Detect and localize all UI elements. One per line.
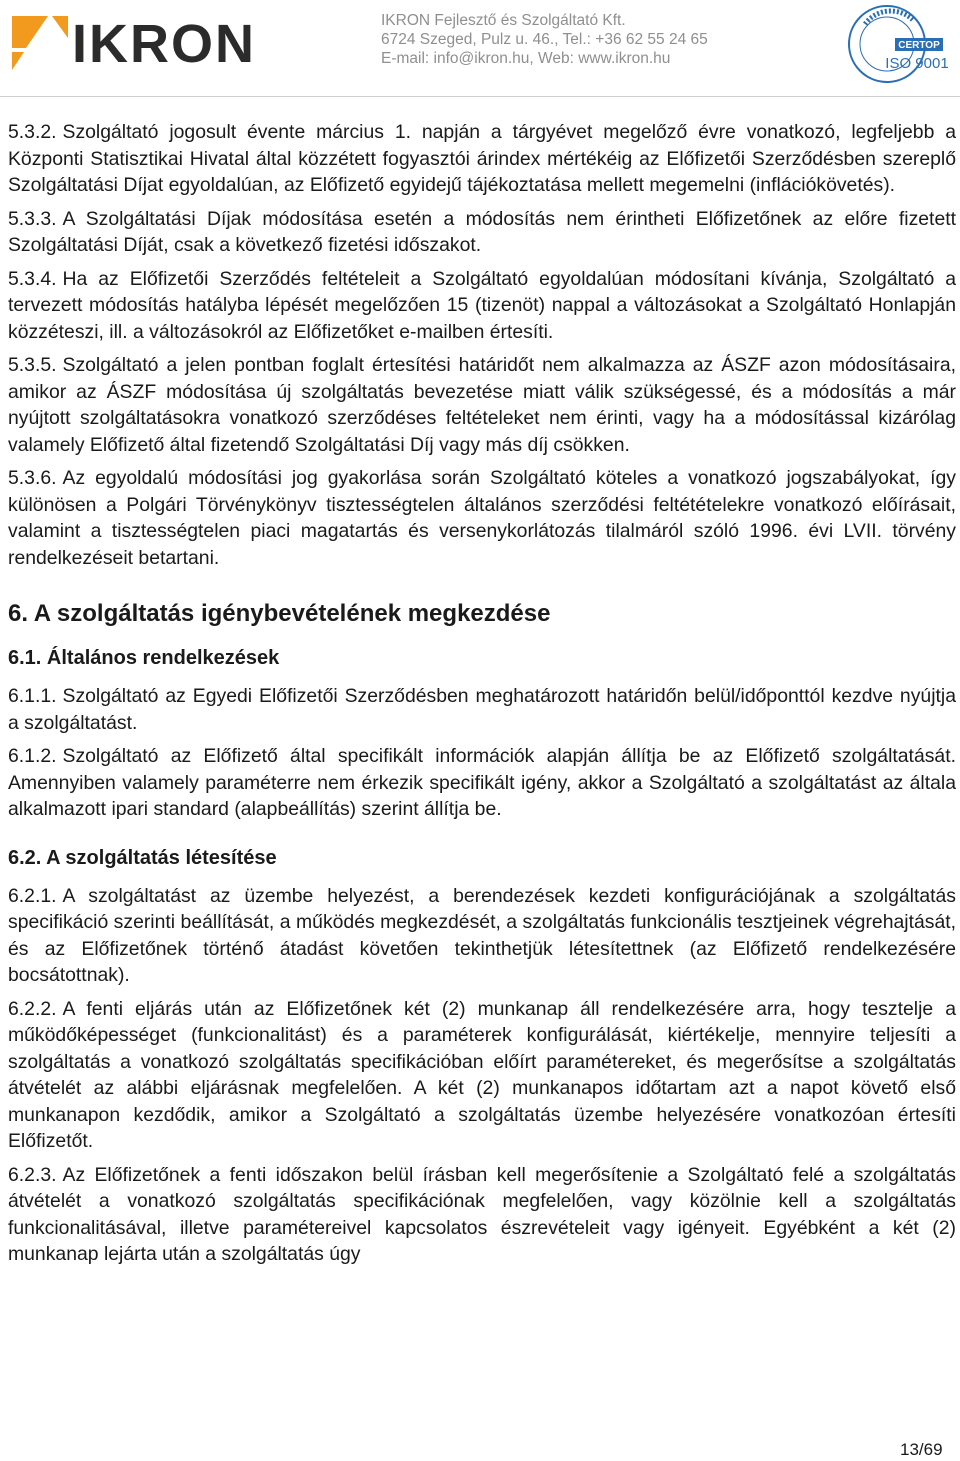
- paragraph-text: A fenti eljárás után az Előfizetőnek két (2) munkanap áll rendelkezésére arra, hogy tesztelje a működőképességet (funkcionalitást) és a paraméterek konfigurálását, kiértékelje, mennyire teljesíti a szolgáltatás a vonatkozó szolgáltatás specifikációban előírt paramétereket, és megerősítse a szolgáltatás átvételét az alábbi eljárásnak megfelelően. A két (2) munkanapos időtartam azt a napot követő első munkanapon kezdődik, amikor a Szolgáltató a szolgáltatás üzembe helyezésére vonatkozóan értesíti Előfizetőt.: [8, 997, 956, 1152]
- paragraph-6-2-3: [8, 1162, 956, 1268]
- paragraph-number: 5.3.5.: [8, 354, 57, 376]
- paragraph-number: 6.1.2.: [8, 745, 57, 767]
- paragraph-number: 5.3.4.: [8, 267, 57, 290]
- company-name: IKRON Fejlesztő és Szolgáltató Kft.: [381, 12, 626, 29]
- logo-wordmark: IKRON: [72, 14, 256, 74]
- paragraph-6-1-1: [8, 683, 956, 736]
- paragraph-text: Szolgáltató a jelen pontban foglalt értesítési határidőt nem alkalmazza az ÁSZF azon módosításaira, amikor az ÁSZF módosítása új szolgáltatás bevezetése miatt válik szükségessé, és a módosítás a már nyújtott szolgáltatásokra vonatkozó szerződéses feltételeket nem érinti, vagy ha a módosítással kizárólag valamely Előfizető által fizetendő Szolgáltatási Díj vagy más díj csökken.: [8, 354, 956, 456]
- section-6-2-heading: 6.2. A szolgáltatás létesítése: [8, 846, 277, 869]
- paragraph-number: 6.2.3.: [8, 1163, 57, 1186]
- paragraph-5-3-3: [8, 206, 956, 259]
- paragraph-6-2-1: [8, 883, 956, 989]
- paragraph-5-3-6: [8, 465, 956, 571]
- paragraph-number: 6.2.1.: [8, 884, 57, 907]
- paragraph-text: Az egyoldalú módosítási jog gyakorlása során Szolgáltató köteles a vonatkozó jogszabályokat, így különösen a Polgári Törvénykönyv tisztességtelen általános szerződési feltétételekre vonatkozó előírásait, valamint a tisztességtelen piaci magatartás és versenykorlátozás tilalmáról szóló 1996. évi LVII. törvény rendelkezéseit betartani.: [8, 467, 956, 569]
- paragraph-6-2-2: [8, 996, 956, 1155]
- paragraph-5-3-4: [8, 266, 956, 346]
- paragraph-5-3-2: [8, 119, 956, 199]
- paragraph-text: A Szolgáltatási Díjak módosítása esetén a módosítás nem érintheti Előfizetőnek az előre fizetett Szolgáltatási Díját, csak a következő fizetési időszakot.: [8, 207, 956, 256]
- paragraph-number: 5.3.2.: [8, 121, 57, 143]
- paragraph-text: Ha az Előfizetői Szerződés feltételeit a Szolgáltató egyoldalúan módosítani kívánja, Szolgáltató a tervezett módosítás hatályba lépését megelőzően 15 (tizenöt) nappal a változásokat a Szolgáltató Honlapján közzéteszi, ill. a változásokról az Előfizetőket e-mailben értesíti.: [8, 267, 956, 343]
- paragraph-text: Szolgáltató jogosult évente március 1. napján a tárgyévet megelőző évre vonatkozó, legfeljebb a Központi Statisztikai Hivatal által közzétett fogyasztói árindex mértékéig az Előfizetői Szerződésben szereplő Szolgáltatási Díjat egyoldalúan, az Előfizető egyidejű tájékoztatása mellett megemelni (inflációkövetés).: [8, 121, 956, 196]
- paragraph-text: Szolgáltató az Egyedi Előfizetői Szerződésben meghatározott határidőn belül/időponttól kezdve nyújtja a szolgáltatást.: [8, 685, 956, 734]
- document-body: [8, 119, 956, 1275]
- page-header: [0, 0, 960, 96]
- paragraph-number: 6.1.1.: [8, 685, 57, 707]
- paragraph-number: 6.2.2.: [8, 997, 57, 1020]
- paragraph-text: Szolgáltató az Előfizető által specifikált információk alapján állítja be az Előfizető szolgáltatását. Amennyiben valamely paraméterre nem érkezik specifikált igény, akkor a Szolgáltató a szolgáltatást az általa alkalmazott ipari standard (alapbeállítás) szerint állítja be.: [8, 745, 956, 820]
- paragraph-number: 5.3.3.: [8, 207, 57, 230]
- paragraph-number: 5.3.6.: [8, 467, 57, 489]
- company-info: [381, 11, 708, 68]
- section-6-1-heading: 6.1. Általános rendelkezések: [8, 647, 280, 669]
- header-divider: [0, 96, 960, 97]
- page-number: 13/69: [900, 1440, 943, 1459]
- section-6-heading: 6. A szolgáltatás igénybevételének megkezdése: [8, 600, 551, 627]
- cert-bottom-text: ISO 9001: [885, 55, 949, 72]
- cert-top-text: CERTOP: [898, 40, 940, 51]
- paragraph-text: A szolgáltatást az üzembe helyezést, a berendezések kezdeti konfigurációjának a szolgáltatás specifikáció szerinti beállítását, a működés megkezdését, a szolgáltatás funkcionális tesztjeinek végrehajtását, és az Előfizetőnek történő átadást követően tekinthetjük létesítettnek (az Előfizető rendelkezésére bocsátottnak).: [8, 884, 956, 986]
- paragraph-text: Az Előfizetőnek a fenti időszakon belül írásban kell megerősítenie a Szolgáltató felé a szolgáltatás átvételét a vonatkozó szolgáltatás specifikációnak megfelelően, vagy közölnie kell a szolgáltatás funkcionalitásával, illetve paramétereivel kapcsolatos észrevételeit vagy igényeit. Egyébként a két (2) munkanap lejárta után a szolgáltatás úgy: [8, 1163, 956, 1265]
- iso-certification-seal-icon: [837, 2, 957, 86]
- company-logo: [8, 10, 256, 78]
- paragraph-5-3-5: [8, 352, 956, 458]
- company-contact: E-mail: info@ikron.hu, Web: www.ikron.hu: [381, 50, 671, 67]
- paragraph-6-1-2: [8, 743, 956, 823]
- company-address: 6724 Szeged, Pulz u. 46., Tel.: +36 62 55 24 65: [381, 31, 708, 48]
- ikron-logo-mark-icon: [8, 10, 72, 78]
